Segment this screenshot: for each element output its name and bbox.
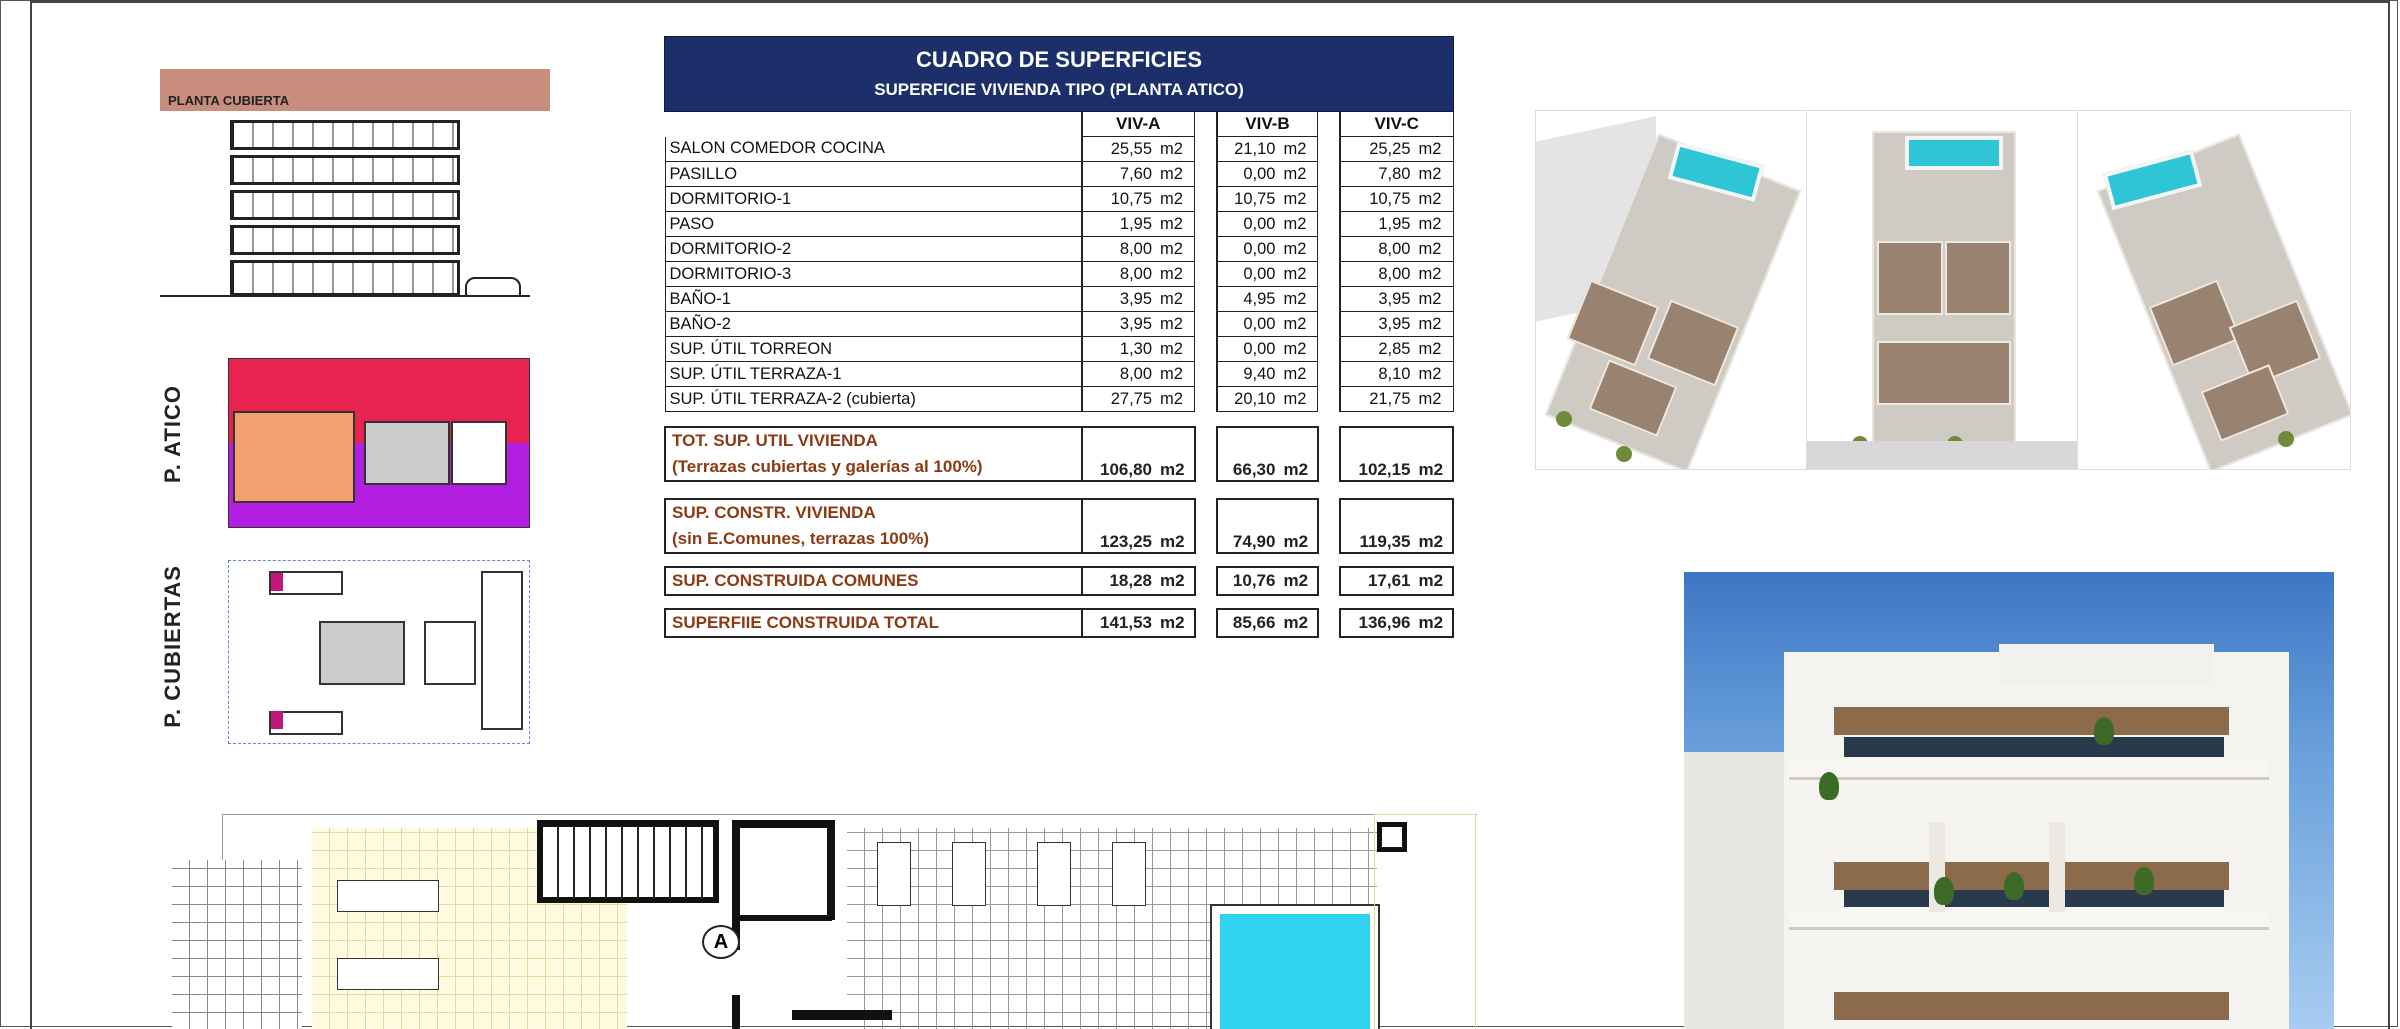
column-gap [1195,567,1217,595]
column-gap [1318,427,1340,481]
sun-lounger [877,842,911,906]
total-unit: m2 [1279,609,1318,637]
row-unit: m2 [1156,137,1195,162]
row-label: SALON COMEDOR COCINA [665,137,1082,162]
total-value: 136,96 [1340,609,1415,637]
column-gap [1318,112,1340,137]
wall [827,820,835,920]
column-gap [1318,237,1340,262]
total-unit: m2 [1156,609,1195,637]
areas-table [664,112,1454,638]
column-gap [1195,337,1217,362]
total-unit: m2 [1156,499,1195,553]
row-unit: m2 [1279,262,1318,287]
total-row [665,499,1453,553]
row-unit: m2 [1156,362,1195,387]
spacer-cell [665,481,1453,499]
row-value: 0,00 [1217,262,1280,287]
total-label [665,567,1082,595]
atico-plan-drawing [228,358,530,528]
row-value: 25,25 [1340,137,1415,162]
column-gap [1318,212,1340,237]
column-gap [1195,362,1217,387]
elevation-floor [230,155,460,185]
row-label: SUP. ÚTIL TORREON [665,337,1082,362]
total-label-line1: SUP. CONSTR. VIVIENDA [672,503,876,522]
total-value: 74,90 [1217,499,1280,553]
row-unit: m2 [1156,237,1195,262]
sun-lounger [337,880,439,912]
table-subtitle: SUPERFICIE VIVIENDA TIPO (PLANTA ATICO) [874,80,1244,99]
column-gap [1195,237,1217,262]
row-unit: m2 [1279,137,1318,162]
total-value: 66,30 [1217,427,1280,481]
column-header-viv-c: VIV-C [1340,112,1453,137]
row-value: 8,00 [1082,262,1157,287]
wall [792,1010,892,1020]
total-row [665,609,1453,637]
table-title: CUADRO DE SUPERFICIES [915,47,1203,72]
row-unit: m2 [1415,187,1454,212]
total-label-line1: SUP. CONSTRUIDA COMUNES [672,571,919,590]
elevation-floor [230,260,460,296]
row-value: 10,75 [1217,187,1280,212]
column-header-viv-a: VIV-A [1082,112,1195,137]
render-balcony [1789,757,2269,780]
total-value: 18,28 [1082,567,1157,595]
column-gap [1195,112,1217,137]
column-gap [1318,387,1340,412]
column-gap [1195,387,1217,412]
roof-marker [271,573,283,591]
table-row [665,337,1453,362]
row-unit: m2 [1156,212,1195,237]
table-header [664,36,1454,112]
row-unit: m2 [1415,337,1454,362]
render-facade-band [1834,992,2229,1020]
total-value: 17,61 [1340,567,1415,595]
total-unit: m2 [1279,427,1318,481]
column-gap [1195,287,1217,312]
car-icon [465,277,521,297]
spacer-cell [665,553,1453,567]
render-column [2049,822,2065,912]
row-unit: m2 [1415,362,1454,387]
spacer-cell [665,412,1453,428]
roof-marker [271,711,283,729]
column-gap [1318,162,1340,187]
total-unit: m2 [1415,427,1454,481]
table-spacer [665,553,1453,567]
table-column-header-row [665,112,1453,137]
aerial-render-3 [2077,110,2351,470]
row-value: 21,75 [1340,387,1415,412]
unit-a-marker: A [702,925,740,959]
table-row [665,312,1453,337]
row-unit: m2 [1279,312,1318,337]
row-value: 8,00 [1340,262,1415,287]
skylight [481,571,523,730]
table-spacer [665,481,1453,499]
column-gap [1318,609,1340,637]
row-value: 9,40 [1217,362,1280,387]
row-label: PASO [665,212,1082,237]
row-unit: m2 [1156,287,1195,312]
row-unit: m2 [1156,162,1195,187]
row-unit: m2 [1156,312,1195,337]
table-row [665,162,1453,187]
row-value: 1,30 [1082,337,1157,362]
stair-core [364,421,450,485]
pool [1212,906,1378,1029]
row-value: 8,00 [1340,237,1415,262]
shrub [1934,877,1954,905]
wall [732,995,740,1029]
shrub [1819,772,1839,800]
total-label-line1: TOT. SUP. UTIL VIVIENDA [672,431,878,450]
total-label [665,609,1082,637]
row-value: 7,80 [1340,162,1415,187]
row-value: 3,95 [1082,287,1157,312]
row-unit: m2 [1156,337,1195,362]
total-unit: m2 [1156,567,1195,595]
shrub [2134,867,2154,895]
row-unit: m2 [1415,162,1454,187]
road [1807,441,2079,469]
cubiertas-plan-drawing [228,560,530,744]
lift-shaft [451,421,507,485]
row-value: 0,00 [1217,337,1280,362]
plant [1556,411,1572,427]
column-gap [1318,312,1340,337]
render-facade-band [1834,862,2229,890]
total-unit: m2 [1415,499,1454,553]
row-unit: m2 [1279,287,1318,312]
elevation-floor [230,190,460,220]
row-unit: m2 [1156,262,1195,287]
row-value: 21,10 [1217,137,1280,162]
total-unit: m2 [1415,567,1454,595]
total-value: 123,25 [1082,499,1157,553]
wall [732,915,832,921]
row-label: SUP. ÚTIL TERRAZA-2 (cubierta) [665,387,1082,412]
column-gap [1318,187,1340,212]
total-row [665,427,1453,481]
lift-shaft [424,621,476,685]
row-unit: m2 [1415,212,1454,237]
total-value: 119,35 [1340,499,1415,553]
unit-a-zone [233,411,355,503]
row-label: SUP. ÚTIL TERRAZA-1 [665,362,1082,387]
header-blank [665,112,1082,137]
row-unit: m2 [1156,187,1195,212]
row-label: BAÑO-1 [665,287,1082,312]
column-gap [1318,137,1340,162]
total-label-line2: (Terrazas cubiertas y galerías al 100%) [672,457,983,476]
row-unit: m2 [1279,212,1318,237]
aerial-render-2 [1806,110,2080,470]
total-value: 102,15 [1340,427,1415,481]
row-value: 0,00 [1217,237,1280,262]
table-row [665,137,1453,162]
total-value: 10,76 [1217,567,1280,595]
row-unit: m2 [1279,187,1318,212]
column-gap [1318,362,1340,387]
column-gap [1195,262,1217,287]
render-top-volume [1999,644,2214,686]
spacer-cell [665,595,1453,609]
row-label: PASILLO [665,162,1082,187]
roof-plan-label: PLANTA CUBIERTA [168,93,290,108]
row-unit: m2 [1279,362,1318,387]
table-row [665,187,1453,212]
row-unit: m2 [1279,162,1318,187]
total-row [665,567,1453,595]
table-row [665,362,1453,387]
facade-render [1684,572,2334,1029]
elevation-floor [230,120,460,150]
row-unit: m2 [1279,237,1318,262]
column-gap [1195,609,1217,637]
plant [2278,431,2294,447]
row-unit: m2 [1156,387,1195,412]
total-label-line2: (sin E.Comunes, terrazas 100%) [672,529,929,548]
row-unit: m2 [1415,287,1454,312]
row-value: 1,95 [1340,212,1415,237]
terrace [1877,341,2011,405]
total-label [665,427,1082,481]
shrub [2094,717,2114,745]
tiled-terrace-left [172,860,302,1029]
sun-lounger [1037,842,1071,906]
total-unit: m2 [1156,427,1195,481]
row-value: 2,85 [1340,337,1415,362]
row-unit: m2 [1415,262,1454,287]
section-elevation-drawing [160,55,540,300]
sun-lounger [952,842,986,906]
table-spacer [665,412,1453,428]
roof-plan-band [160,69,550,111]
row-value: 7,60 [1082,162,1157,187]
table-spacer [665,595,1453,609]
column-gap [1318,337,1340,362]
atico-plan-label: P. ATICO [160,385,185,484]
row-value: 3,95 [1340,312,1415,337]
row-value: 4,95 [1217,287,1280,312]
row-unit: m2 [1415,237,1454,262]
sun-lounger [1112,842,1146,906]
row-value: 27,75 [1082,387,1157,412]
row-value: 8,10 [1340,362,1415,387]
column-gap [1318,287,1340,312]
aerial-render-1 [1535,110,1809,470]
row-value: 8,00 [1082,362,1157,387]
table-row [665,212,1453,237]
total-label-line1: SUPERFIIE CONSTRUIDA TOTAL [672,613,939,632]
column-gap [1195,187,1217,212]
render-facade-band [1834,707,2229,735]
plant [1616,446,1632,462]
row-label: BAÑO-2 [665,312,1082,337]
column-gap [1195,212,1217,237]
structural-column [1377,822,1407,852]
column-gap [1195,499,1217,553]
column-gap [1195,137,1217,162]
row-unit: m2 [1415,312,1454,337]
terrace [1877,241,1943,315]
table-row [665,287,1453,312]
elevation-building [230,110,470,305]
row-label: DORMITORIO-3 [665,262,1082,287]
column-gap [1318,262,1340,287]
total-unit: m2 [1279,499,1318,553]
table-row [665,387,1453,412]
staircase [537,820,719,903]
row-value: 10,75 [1082,187,1157,212]
row-unit: m2 [1415,387,1454,412]
pool [1905,136,2003,170]
attic-floor-plan [172,810,1477,1029]
column-header-viv-b: VIV-B [1217,112,1318,137]
row-value: 0,00 [1217,212,1280,237]
terrace [1945,241,2011,315]
column-gap [1318,499,1340,553]
row-value: 8,00 [1082,237,1157,262]
surface-table [664,36,1454,638]
row-unit: m2 [1279,337,1318,362]
row-value: 1,95 [1082,212,1157,237]
table-row [665,237,1453,262]
row-value: 25,55 [1082,137,1157,162]
wall [732,820,832,828]
stair-core [319,621,405,685]
row-value: 10,75 [1340,187,1415,212]
row-label: DORMITORIO-2 [665,237,1082,262]
row-value: 3,95 [1082,312,1157,337]
total-unit: m2 [1415,609,1454,637]
column-gap [1195,427,1217,481]
sun-lounger [337,958,439,990]
row-unit: m2 [1415,137,1454,162]
elevation-floor [230,225,460,255]
cubiertas-plan-label: P. CUBIERTAS [160,565,185,728]
row-label: DORMITORIO-1 [665,187,1082,212]
row-value: 3,95 [1340,287,1415,312]
column-gap [1318,567,1340,595]
table-row [665,262,1453,287]
total-unit: m2 [1279,567,1318,595]
total-label [665,499,1082,553]
row-value: 0,00 [1217,312,1280,337]
total-value: 141,53 [1082,609,1157,637]
row-value: 0,00 [1217,162,1280,187]
row-value: 20,10 [1217,387,1280,412]
shrub [2004,872,2024,900]
total-value: 85,66 [1217,609,1280,637]
total-value: 106,80 [1082,427,1157,481]
render-balcony [1789,907,2269,930]
column-gap [1195,312,1217,337]
row-unit: m2 [1279,387,1318,412]
column-gap [1195,162,1217,187]
